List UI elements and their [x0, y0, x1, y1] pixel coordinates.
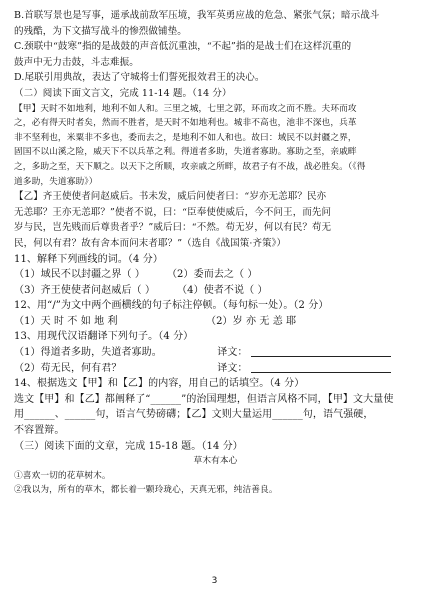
q11-item4: （4）使者不说（ ）: [177, 284, 268, 296]
q14-stem: 14、根据选文【甲】和【乙】的内容，用自己的话填空。（4 分）: [14, 378, 305, 390]
page-number: 3: [211, 576, 218, 586]
option-c-line1: C.颈联中“鼓寒”指的是战鼓的声音低沉重浊，“不起”指的是战士们在这样沉重的: [14, 41, 352, 53]
passage-a-line: 非不坚利也，米粟非不多也，委而去之，是地利不如人和也。故曰：域民不以封疆之界，: [14, 132, 357, 143]
passage-b-line: 民，何以有君？故有舍本而问末者耶？”（选自《战国策·齐策》）: [14, 237, 287, 249]
q11-row2: [14, 283, 417, 299]
passage-b-line: 岁与民，岂先贱而后尊贵者乎？”威后曰：“不然。苟无岁，何以有民？苟无: [14, 222, 332, 234]
q11-stem: 11、解释下列画线的词。（4 分）: [14, 253, 163, 265]
q14-line3: 不容置辩。: [14, 425, 65, 437]
q14-line2: 用______、______句，语言气势磅礴；【乙】文则大量运用______句，语气强硬，: [14, 409, 374, 421]
q13-sentence1: （1）得道者多助，失道者寡助。: [14, 347, 162, 359]
q11-item3: （3）齐王使使者问赵威后（ ）: [14, 284, 156, 296]
q13-label2: 译文：: [217, 362, 248, 374]
q12-sentence2: （2）岁 亦 无 恙 耶: [206, 315, 297, 327]
q11-row1: [14, 267, 417, 283]
section2-title: （二）阅读下面文言文，完成 11-14 题。（14 分）: [14, 87, 232, 99]
q13-item2: [14, 361, 417, 377]
article-title: 草木有本心: [193, 456, 238, 467]
passage-a-line: 道多助，失道寡助》）: [14, 176, 98, 187]
article-paragraph: ②我以为，所有的草木，都长着一颗玲珑心，天真无邪，纯洁善良。: [14, 485, 278, 496]
option-d: D.尾联引用典故，表达了守城将士们誓死报效君王的决心。: [14, 72, 265, 84]
q13-label1: 译文：: [217, 347, 248, 359]
q12-sentence1: （1）天 时 不 如 地 利: [14, 315, 118, 327]
q13-stem: 13、用现代汉语翻译下列句子。（4 分）: [14, 331, 194, 343]
q11-item1: （1）域民不以封疆之界（ ）: [14, 269, 145, 281]
option-b-line2: 的残酷，为下文描写战斗的惨烈做铺垫。: [14, 25, 187, 37]
passage-a-line: 【甲】天时不如地利，地利不如人和。三里之城，七里之郭，环而攻之而不胜。夫环而攻: [14, 103, 357, 114]
q11-item2: （2）委而去之（ ）: [166, 269, 258, 281]
passage-a-line: 之，必有得天时者矣，然而不胜者，是天时不如地利也。城非不高也，池非不深也，兵革: [14, 118, 357, 129]
translation-input-2[interactable]: [251, 362, 391, 373]
option-c-line2: 鼓声中无力击鼓，斗志难振。: [14, 56, 139, 68]
passage-b-line: 无恙耶？王亦无恙耶？”使者不说，曰：“臣奉使使威后，今不问王，而先问: [14, 206, 332, 218]
q13-item1: [14, 345, 417, 361]
passage-a-line: 之，多助之至，天下顺之。以天下之所顺，攻亲戚之所畔，故君子有不战，战必胜矣。（《得: [14, 161, 366, 172]
q14-line1: 选文【甲】和【乙】都阐释了“______”的治国理想，但语言风格不同，【甲】文大量使: [14, 393, 394, 405]
q12-row: [14, 314, 417, 330]
q13-sentence2: （2）苟无民，何有君？: [14, 362, 122, 374]
article-paragraph: ①喜欢一切的花草树木。: [14, 470, 111, 481]
translation-input-1[interactable]: [251, 346, 391, 357]
option-b-line1: B.首联写景也是写事，遥承战前敌军压境，我军英勇应战的危急、紧张气氛；暗示战斗: [14, 10, 380, 21]
passage-b-line: 【乙】齐王使使者问赵威后。书未发，威后问使者曰：“岁亦无恙耶？民亦: [14, 191, 327, 203]
passage-a-line: 固国不以山溪之险，威天下不以兵革之利。得道者多助，失道者寡助。寡助之至，亲戚畔: [14, 147, 357, 158]
section3-title: （三）阅读下面的文章，完成 15-18 题。（14 分）: [14, 440, 243, 452]
q12-stem: 12、用“/”为文中两个画横线的句子标注停顿。（每句标一处）。（2 分）: [14, 300, 329, 312]
